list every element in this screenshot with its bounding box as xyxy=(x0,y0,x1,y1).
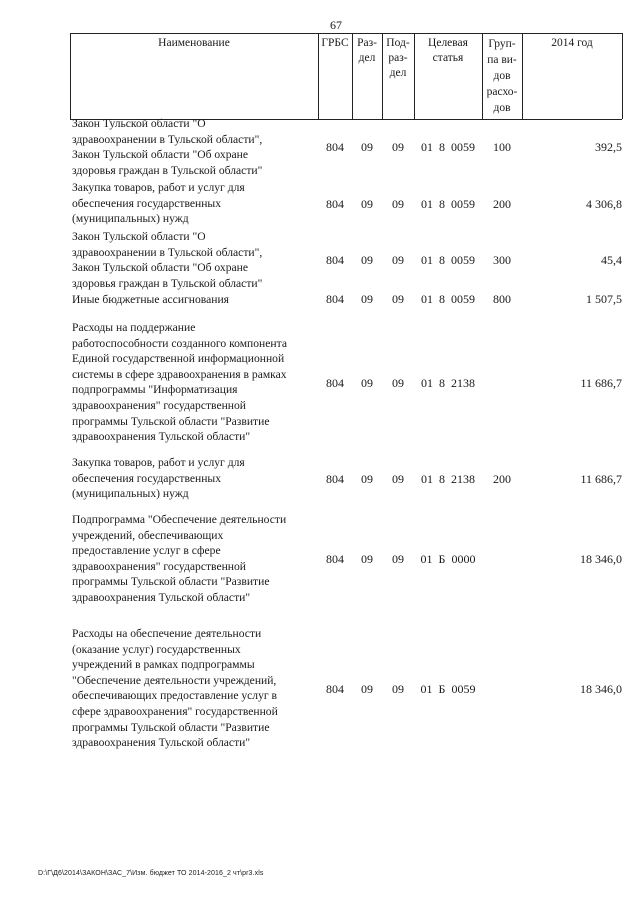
row-razdel: 09 xyxy=(361,253,373,267)
row-podrazdel: 09 xyxy=(392,376,404,390)
row-razdel: 09 xyxy=(361,472,373,486)
row-vid: 800 xyxy=(493,292,511,306)
row-name: Закон Тульской области "О здравоохранении в Тульской области", Закон Тульской области "Об охране здоровья граждан в Тульской области" xyxy=(72,117,263,177)
row-podrazdel: 09 xyxy=(392,472,404,486)
table-row xyxy=(72,626,622,752)
row-amount: 4 306,8 xyxy=(586,197,622,211)
row-podrazdel: 09 xyxy=(392,682,404,696)
row-celevaya: 01 8 0059 xyxy=(421,292,475,306)
row-celevaya: 01 8 0059 xyxy=(421,140,475,154)
table-row xyxy=(72,512,622,608)
row-celevaya: 01 Б 0059 xyxy=(420,682,476,696)
row-razdel: 09 xyxy=(361,682,373,696)
row-name: Закупка товаров, работ и услуг для обеспечения государственных (муниципальных) нужд xyxy=(72,181,245,226)
row-name: Расходы на поддержание работоспособности созданного компонента Единой государственной информационной системы в сфере здравоохранения в рамках подпрограммы "Информатизация здравоохранения" государственной программы Тульской области "Развитие здравоохранения Тульской области" xyxy=(72,321,287,444)
row-grbs: 804 xyxy=(326,253,344,267)
row-vid: 200 xyxy=(493,197,511,211)
row-amount: 392,5 xyxy=(595,140,622,154)
row-amount: 11 686,7 xyxy=(580,376,622,390)
row-razdel: 09 xyxy=(361,552,373,566)
row-podrazdel: 09 xyxy=(392,552,404,566)
row-razdel: 09 xyxy=(361,376,373,390)
row-vid: 100 xyxy=(493,140,511,154)
row-name: Подпрограмма "Обеспечение деятельности учреждений, обеспечивающих предоставление услуг в сфере здравоохранения" государственной программы Тульской области "Развитие здравоохранения Тульской области" xyxy=(72,513,287,604)
row-grbs: 804 xyxy=(326,376,344,390)
header-celevaya: Целевая статья xyxy=(428,37,468,64)
row-grbs: 804 xyxy=(326,472,344,486)
row-name: Расходы на обеспечение деятельности (оказание услуг) государственных учреждений в рамках подпрограммы "Обеспечение деятельности учреждений, обеспечивающих предоставление услуг в сфере здравоохранения" государственной программы Тульской области "Развитие здравоохранения Тульской области" xyxy=(72,627,278,750)
row-name: Закон Тульской области "О здравоохранении в Тульской области", Закон Тульской области "Об охране здоровья граждан в Тульской области" xyxy=(72,230,263,290)
row-grbs: 804 xyxy=(326,140,344,154)
table-row xyxy=(72,180,622,228)
row-grbs: 804 xyxy=(326,197,344,211)
table-row xyxy=(72,455,622,503)
header-top-border xyxy=(70,33,622,34)
row-amount: 1 507,5 xyxy=(586,292,622,306)
header-name: Наименование xyxy=(158,37,230,49)
row-razdel: 09 xyxy=(361,140,373,154)
row-podrazdel: 09 xyxy=(392,253,404,267)
table-row xyxy=(72,292,622,310)
header-grbs: ГРБС xyxy=(321,37,349,49)
table-row xyxy=(72,229,622,293)
row-vid: 300 xyxy=(493,253,511,267)
row-grbs: 804 xyxy=(326,552,344,566)
row-amount: 18 346,0 xyxy=(580,682,622,696)
row-amount: 45,4 xyxy=(601,253,622,267)
row-celevaya: 01 8 2138 xyxy=(421,472,475,486)
header-vid: Груп- па ви- дов расхо- дов xyxy=(486,38,518,114)
row-amount: 18 346,0 xyxy=(580,552,622,566)
footer-file-path: D:\Г\Д6\2014\ЗАКОН\ЗАС_7\Изм. бюджет ТО 2014-2016_2 чт\pr3.xls xyxy=(38,870,264,877)
row-grbs: 804 xyxy=(326,682,344,696)
row-podrazdel: 09 xyxy=(392,140,404,154)
row-name: Иные бюджетные ассигнования xyxy=(72,293,229,306)
header-year: 2014 год xyxy=(551,37,593,49)
row-celevaya: 01 8 0059 xyxy=(421,197,475,211)
row-podrazdel: 09 xyxy=(392,292,404,306)
row-celevaya: 01 Б 0000 xyxy=(420,552,476,566)
table-row xyxy=(72,116,622,180)
table-row xyxy=(72,320,622,446)
row-podrazdel: 09 xyxy=(392,197,404,211)
row-grbs: 804 xyxy=(326,292,344,306)
page-number: 67 xyxy=(330,18,342,32)
header-divider xyxy=(622,33,623,119)
row-celevaya: 01 8 0059 xyxy=(421,253,475,267)
row-vid: 200 xyxy=(493,472,511,486)
row-razdel: 09 xyxy=(361,292,373,306)
row-celevaya: 01 8 2138 xyxy=(421,376,475,390)
header-razdel: Раз- дел xyxy=(357,37,377,64)
row-name: Закупка товаров, работ и услуг для обеспечения государственных (муниципальных) нужд xyxy=(72,456,245,501)
header-podrazdel: Под- раз- дел xyxy=(386,37,410,79)
row-razdel: 09 xyxy=(361,197,373,211)
row-amount: 11 686,7 xyxy=(580,472,622,486)
